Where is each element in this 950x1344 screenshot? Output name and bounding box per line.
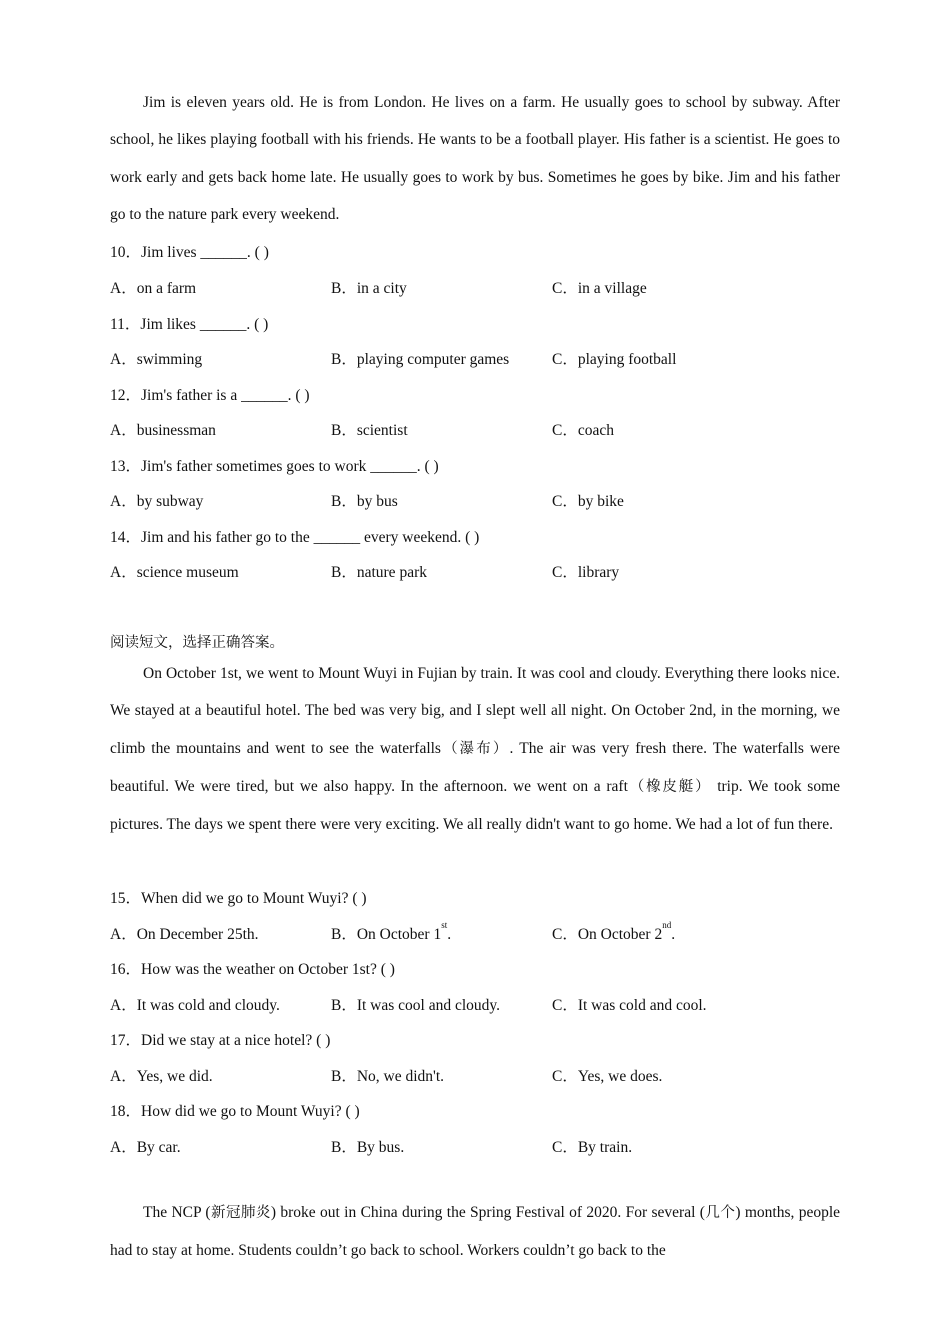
option-10-a[interactable]: A．on a farm xyxy=(110,280,197,297)
option-15-a[interactable]: A．On December 25th. xyxy=(110,926,259,943)
option-15-b[interactable] xyxy=(331,922,451,944)
question-11: 11．Jim likes ______. ( ) xyxy=(110,316,269,333)
option-10-b[interactable]: B．in a city xyxy=(331,280,407,297)
option-12-c[interactable]: C．coach xyxy=(552,422,614,439)
option-11-b[interactable]: B．playing computer games xyxy=(331,351,510,368)
option-17-a[interactable]: A．Yes, we did. xyxy=(110,1068,213,1085)
gloss-waterfalls: （瀑布） xyxy=(440,740,510,757)
question-10: 10．Jim lives ______. ( ) xyxy=(110,244,269,261)
option-18-b[interactable]: B．By bus. xyxy=(331,1139,405,1156)
option-13-b[interactable]: B．by bus xyxy=(331,493,398,510)
option-15-b-end: . xyxy=(447,926,452,943)
option-15-b-sup: st xyxy=(441,920,448,930)
option-13-c[interactable]: C．by bike xyxy=(552,493,624,510)
option-15-c[interactable] xyxy=(552,922,675,944)
option-17-b[interactable]: B．No, we didn't. xyxy=(331,1068,445,1085)
question-12: 12．Jim's father is a ______. ( ) xyxy=(110,387,310,404)
question-14: 14．Jim and his father go to the ______ every weekend. ( ) xyxy=(110,529,480,546)
option-12-b[interactable]: B．scientist xyxy=(331,422,408,439)
option-15-c-sup: nd xyxy=(662,920,672,930)
option-12-a[interactable]: A．businessman xyxy=(110,422,216,439)
option-14-a[interactable]: A．science museum xyxy=(110,564,239,581)
passage-mount-wuyi-part3: trip. We took some pictures. The days we spent there were very exciting. We all really didn't want to go home. We had a lot of fun there. xyxy=(110,777,841,834)
passage-ncp-part3: ) months, people had to stay at home. Students couldn’t go back to school. Workers couldn’t go back to the xyxy=(110,1204,841,1260)
gloss-several: 几个 xyxy=(704,1205,736,1221)
option-18-c[interactable]: C．By train. xyxy=(552,1139,633,1156)
option-17-c[interactable]: C．Yes, we does. xyxy=(552,1068,663,1085)
question-18: 18．How did we go to Mount Wuyi? ( ) xyxy=(110,1103,360,1120)
option-16-c[interactable]: C．It was cold and cool. xyxy=(552,997,707,1014)
option-15-b-text: B．On October 1 xyxy=(331,926,442,943)
gloss-ncp: 新冠肺炎 xyxy=(210,1205,271,1221)
passage-mount-wuyi xyxy=(110,655,840,843)
option-10-c[interactable]: C．in a village xyxy=(552,280,647,297)
passage-ncp-part2: ) broke out in China during the Spring Festival of 2020. For several ( xyxy=(270,1204,705,1221)
option-14-b[interactable]: B．nature park xyxy=(331,564,427,581)
section-instruction: 阅读短文，选择正确答案。 xyxy=(110,635,284,651)
option-14-c[interactable]: C．library xyxy=(552,564,620,581)
option-18-a[interactable]: A．By car. xyxy=(110,1139,181,1156)
passage-ncp xyxy=(110,1194,840,1270)
option-13-a[interactable]: A．by subway xyxy=(110,493,204,510)
option-15-c-text: C．On October 2 xyxy=(552,926,663,943)
passage-mount-wuyi-part2: . The air was very fresh there. The waterfalls were beautiful. We were tired, but we also happy. In the afternoon. we went on a raft xyxy=(110,739,840,795)
option-16-a[interactable]: A．It was cold and cloudy. xyxy=(110,997,280,1014)
passage-ncp-part1: The NCP ( xyxy=(143,1204,211,1221)
question-17: 17．Did we stay at a nice hotel? ( ) xyxy=(110,1032,331,1049)
question-15: 15．When did we go to Mount Wuyi? ( ) xyxy=(110,890,367,907)
question-16: 16．How was the weather on October 1st? ( ) xyxy=(110,961,395,978)
option-11-a[interactable]: A．swimming xyxy=(110,351,203,368)
option-15-c-end: . xyxy=(671,926,676,943)
option-11-c[interactable]: C．playing football xyxy=(552,351,677,368)
passage-jim: Jim is eleven years old. He is from London. He lives on a farm. He usually goes to school by subway. After school, he likes playing football with his friends. He wants to be a football player. His father is a scientist. He goes to work early and gets back home late. He usually goes to work by bus. Sometimes he goes by bike. Jim and his father go to the nature park every weekend. xyxy=(110,94,840,223)
passage-mount-wuyi-part1: On October 1st, we went to Mount Wuyi in Fujian by train. It was cool and cloudy. Everything there looks nice. We stayed at a beautiful hotel. The bed was very big, and I slept well all night. On October 2nd, in the morning, we climb the mountains and went to see the waterfalls xyxy=(110,665,840,757)
question-13: 13．Jim's father sometimes goes to work ______. ( ) xyxy=(110,458,439,475)
gloss-raft: （橡皮艇） xyxy=(627,778,712,795)
option-16-b[interactable]: B．It was cool and cloudy. xyxy=(331,997,501,1014)
